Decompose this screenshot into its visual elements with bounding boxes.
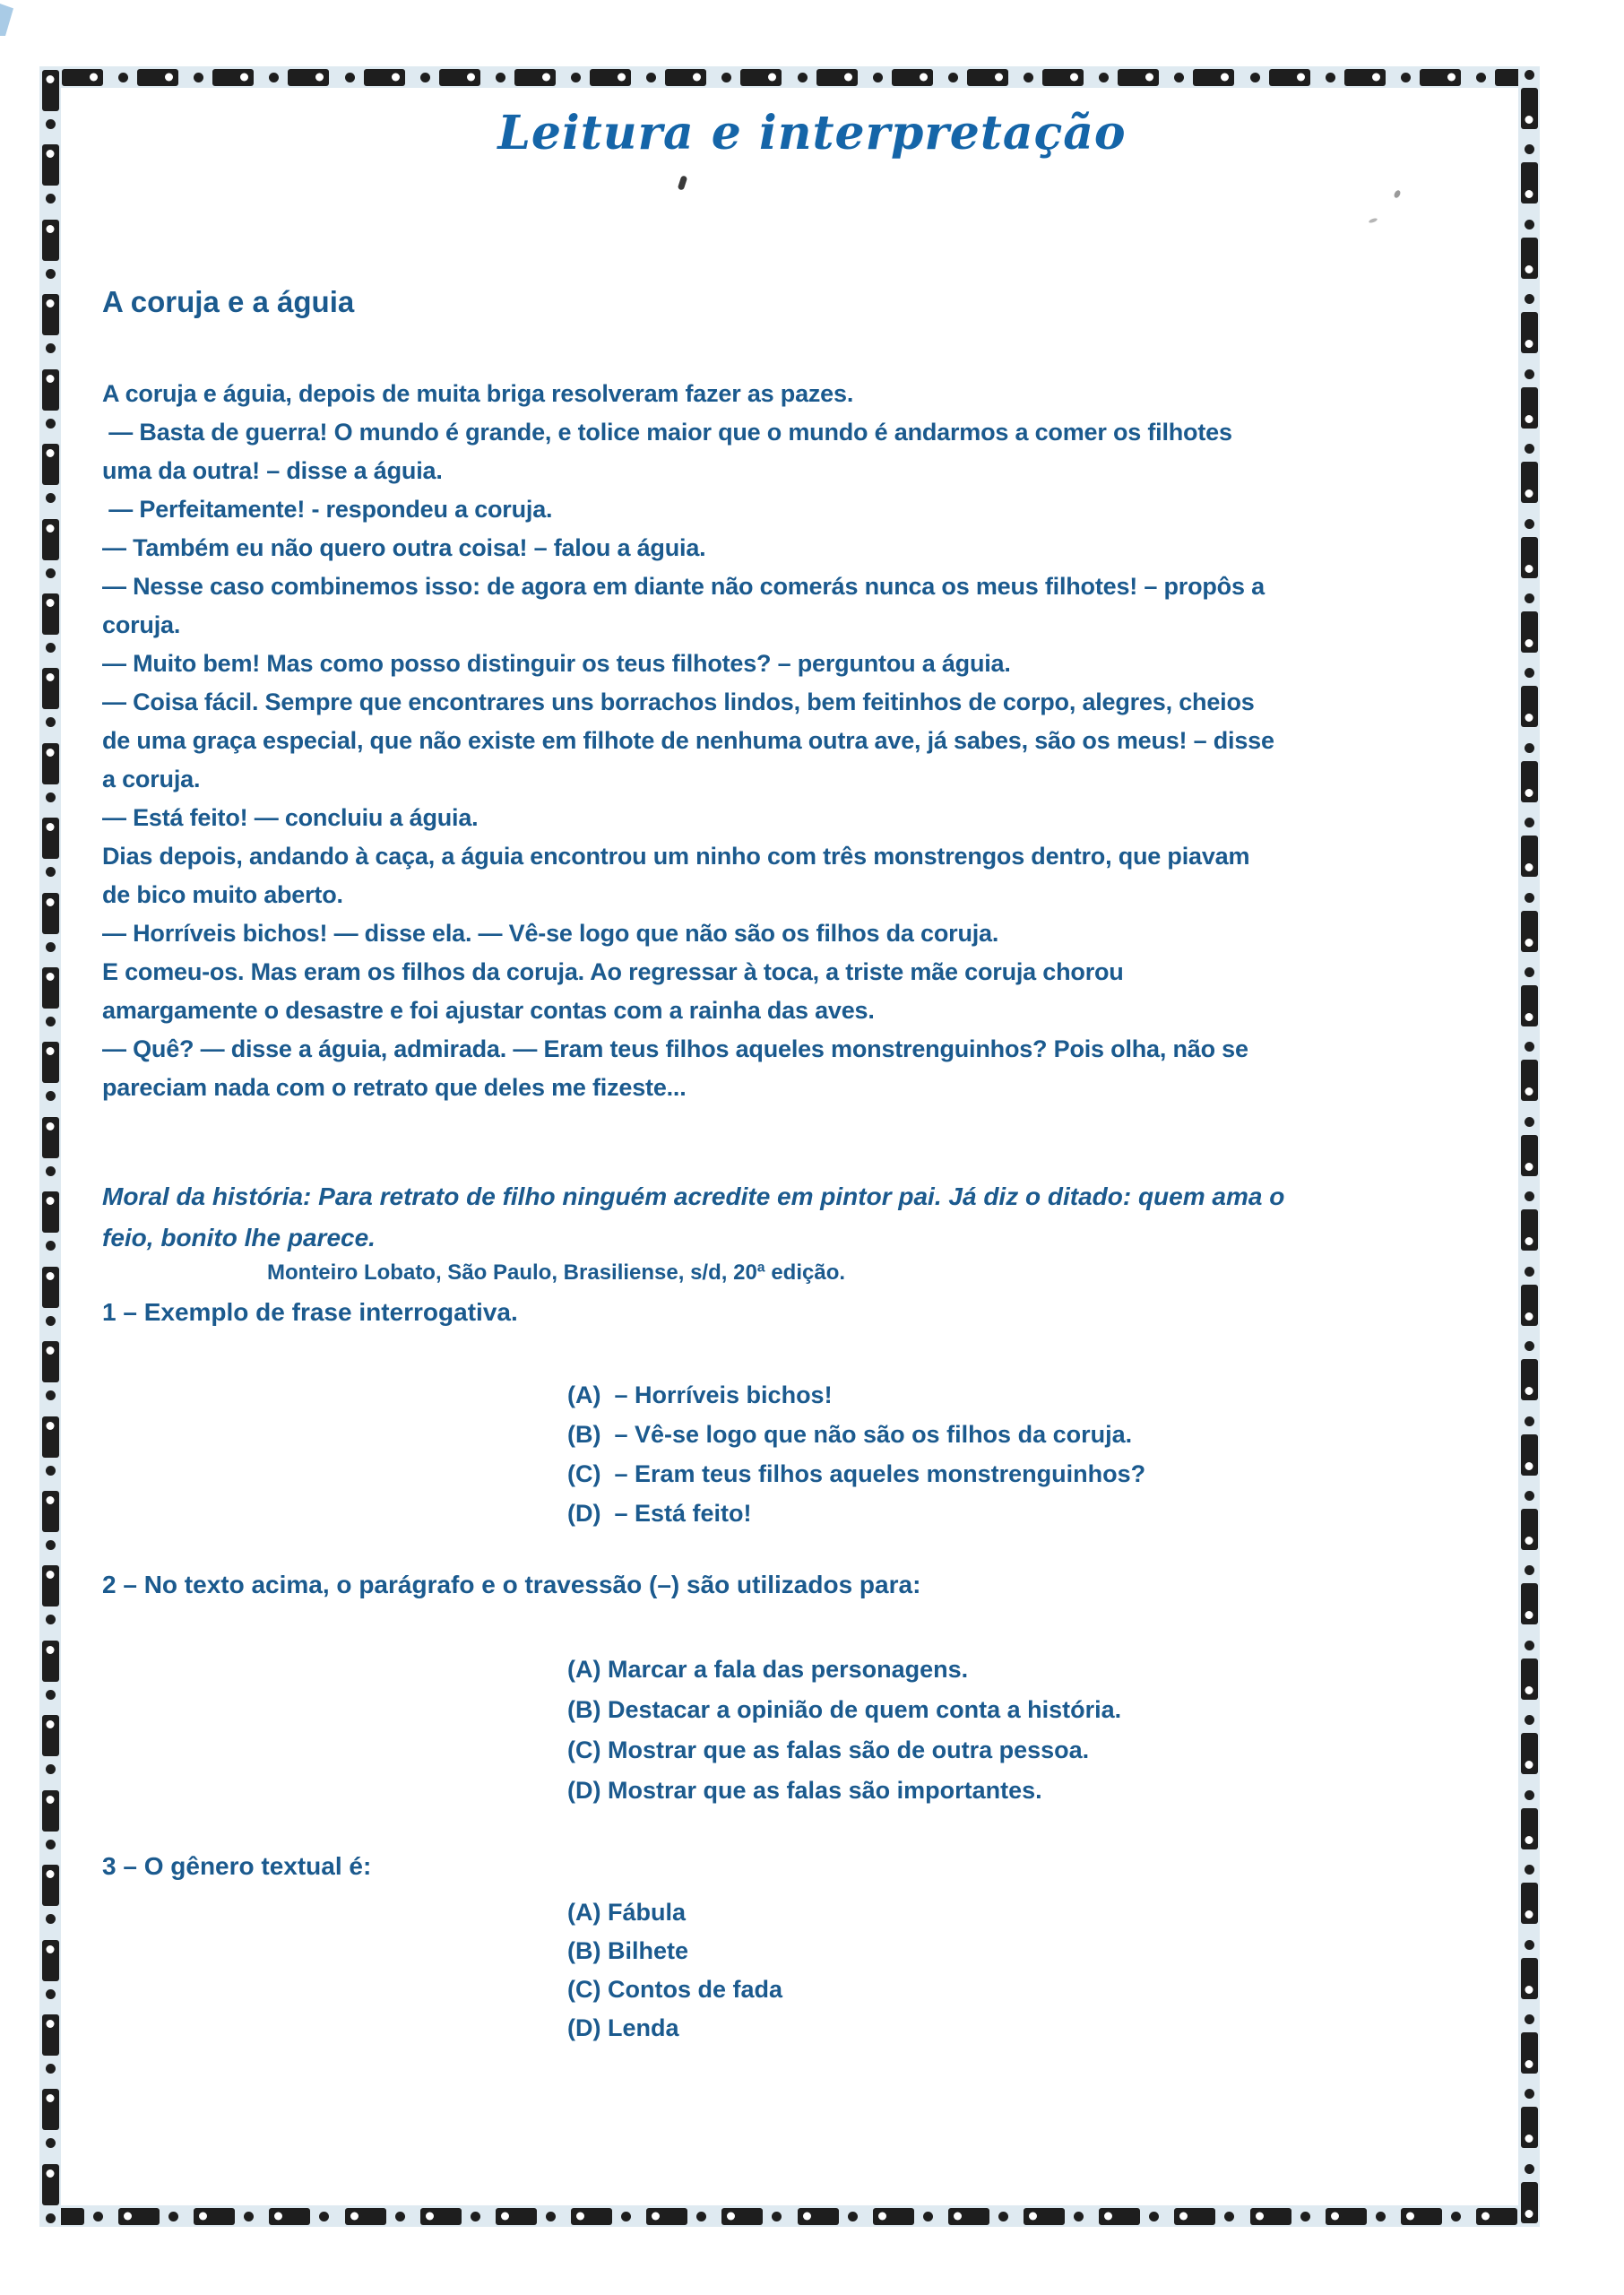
- story-line: a coruja.: [102, 766, 201, 792]
- border-segment: [42, 593, 59, 653]
- border-segment: [345, 2208, 405, 2225]
- border-bottom: [39, 2205, 1540, 2227]
- worksheet-title: Leitura e interpretação: [497, 106, 1127, 160]
- border-segment: [269, 2208, 329, 2225]
- border-top: [39, 66, 1540, 88]
- question-1-options: [567, 1375, 1145, 1533]
- border-segment: [420, 2208, 480, 2225]
- answer-option: (B) Destacar a opinião de quem conta a história.: [567, 1696, 1122, 1723]
- border-segment: [798, 69, 858, 86]
- border-segment: [1521, 1865, 1538, 1924]
- answer-option: (D) Mostrar que as falas são importantes.: [567, 1777, 1042, 1804]
- pen-tick-artifact: [678, 175, 688, 190]
- border-segment: [1521, 743, 1538, 802]
- answer-option: (A) – Horríveis bichos!: [567, 1381, 833, 1408]
- border-segment: [194, 2208, 254, 2225]
- story-line: — Também eu não quero outra coisa! – falou a águia.: [102, 534, 706, 561]
- border-segment: [42, 1191, 59, 1251]
- story-line: — Muito bem! Mas como posso distinguir os teus filhotes? – perguntou a águia.: [102, 650, 1011, 677]
- border-segment: [1521, 1641, 1538, 1700]
- story-line: — Perfeitamente! - respondeu a coruja.: [102, 496, 553, 523]
- border-segment: [1326, 2208, 1386, 2225]
- answer-option: (C) Contos de fada: [567, 1976, 782, 2003]
- border-segment: [1174, 2208, 1234, 2225]
- border-segment: [42, 1341, 59, 1400]
- border-segment: [42, 1267, 59, 1326]
- story-line: de uma graça especial, que não existe em filhote de nenhuma outra ave, já sabes, são os meus! – disse: [102, 727, 1274, 754]
- border-segment: [42, 1042, 59, 1101]
- scan-corner-artifact: [0, 4, 13, 36]
- border-segment: [42, 967, 59, 1026]
- border-segment: [42, 668, 59, 727]
- border-segment: [42, 1416, 59, 1476]
- border-segment: [1024, 69, 1084, 86]
- story-heading: A coruja e a águia: [102, 285, 355, 318]
- border-segment: [646, 2208, 706, 2225]
- border-segment: [1401, 69, 1461, 86]
- story-line: — Está feito! — concluiu a águia.: [102, 804, 479, 831]
- story-line: — Horríveis bichos! — disse ela. — Vê-se logo que não são os filhos da coruja.: [102, 920, 999, 947]
- border-segment: [420, 69, 480, 86]
- border-segment: [42, 519, 59, 578]
- border-segment: [1250, 69, 1310, 86]
- border-segment: [1521, 1940, 1538, 1999]
- scan-speck: [1369, 217, 1378, 223]
- question-3-options: [567, 1893, 782, 2048]
- answer-option: (A) Fábula: [567, 1899, 686, 1926]
- question-1: 1 – Exemplo de frase interrogativa.: [102, 1298, 518, 1326]
- moral-text: [102, 1176, 1284, 1259]
- border-segment: [42, 444, 59, 503]
- border-segment: [42, 1491, 59, 1550]
- answer-option: (D) – Está feito!: [567, 1500, 752, 1527]
- border-segment: [118, 69, 178, 86]
- border-segment: [1521, 1341, 1538, 1400]
- border-segment: [948, 2208, 1008, 2225]
- border-segment: [798, 2208, 858, 2225]
- story-line: — Nesse caso combinemos isso: de agora em diante não comerás nunca os meus filhotes! – propôs a: [102, 573, 1265, 600]
- border-segment: [873, 69, 933, 86]
- answer-option: (B) – Vê-se logo que não são os filhos da coruja.: [567, 1421, 1133, 1448]
- border-segment: [646, 69, 706, 86]
- border-segment: [1521, 1191, 1538, 1251]
- border-segment: [721, 69, 782, 86]
- border-segment: [42, 743, 59, 802]
- story-text: [102, 375, 1274, 1107]
- border-segment: [42, 294, 59, 353]
- border-segment: [1521, 1416, 1538, 1476]
- border-segment: [1521, 444, 1538, 503]
- border-left: [39, 66, 61, 2227]
- attribution: Monteiro Lobato, São Paulo, Brasiliense, s/d, 20ª edição.: [267, 1260, 846, 1285]
- border-segment: [1521, 369, 1538, 429]
- question-2: 2 – No texto acima, o parágrafo e o travessão (–) são utilizados para:: [102, 1571, 921, 1598]
- border-segment: [1521, 2014, 1538, 2074]
- border-segment: [1476, 69, 1536, 86]
- border-segment: [1521, 593, 1538, 653]
- border-segment: [42, 1117, 59, 1176]
- border-segment: [1521, 294, 1538, 353]
- border-segment: [42, 1565, 59, 1624]
- border-segment: [721, 2208, 782, 2225]
- question-2-options: [567, 1650, 1121, 1811]
- border-segment: [1521, 2089, 1538, 2148]
- border-segment: [269, 69, 329, 86]
- story-line: coruja.: [102, 611, 181, 638]
- answer-option: (C) Mostrar que as falas são de outra pessoa.: [567, 1736, 1090, 1763]
- story-line: pareciam nada com o retrato que deles me fizeste...: [102, 1074, 687, 1101]
- border-segment: [1521, 1042, 1538, 1101]
- border-segment: [1521, 1715, 1538, 1774]
- story-line: — Quê? — disse a águia, admirada. — Eram teus filhos aqueles monstrenguinhos? Pois olha, não se: [102, 1035, 1248, 1062]
- answer-option: (A) Marcar a fala das personagens.: [567, 1656, 969, 1683]
- answer-option: (D) Lenda: [567, 2014, 679, 2041]
- border-segment: [1476, 2208, 1536, 2225]
- border-segment: [42, 1790, 59, 1849]
- story-line: A coruja e águia, depois de muita briga resolveram fazer as pazes.: [102, 380, 854, 407]
- border-segment: [1521, 1790, 1538, 1849]
- border-segment: [496, 69, 556, 86]
- border-segment: [948, 69, 1008, 86]
- border-segment: [42, 893, 59, 952]
- border-segment: [42, 2164, 59, 2223]
- story-line: uma da outra! – disse a águia.: [102, 457, 443, 484]
- border-segment: [1099, 2208, 1159, 2225]
- border-segment: [571, 2208, 631, 2225]
- border-segment: [873, 2208, 933, 2225]
- border-segment: [42, 220, 59, 279]
- border-segment: [496, 2208, 556, 2225]
- story-line: — Basta de guerra! O mundo é grande, e tolice maior que o mundo é andarmos a comer os filhotes: [102, 419, 1232, 446]
- story-line: amargamente o desastre e foi ajustar contas com a rainha das aves.: [102, 997, 875, 1024]
- border-segment: [1521, 1565, 1538, 1624]
- border-segment: [571, 69, 631, 86]
- answer-option: (B) Bilhete: [567, 1937, 688, 1964]
- border-segment: [1521, 519, 1538, 578]
- border-segment: [194, 69, 254, 86]
- moral-line: Moral da história: Para retrato de filho ninguém acredite em pintor pai. Já diz o ditado: quem ama o: [102, 1182, 1285, 1210]
- border-segment: [1250, 2208, 1310, 2225]
- border-segment: [42, 369, 59, 429]
- border-segment: [42, 818, 59, 877]
- border-segment: [1521, 1491, 1538, 1550]
- border-segment: [1099, 69, 1159, 86]
- border-segment: [1401, 2208, 1461, 2225]
- border-segment: [42, 2014, 59, 2074]
- story-line: Dias depois, andando à caça, a águia encontrou um ninho com três monstrengos dentro, que piavam: [102, 843, 1250, 870]
- border-segment: [1521, 1267, 1538, 1326]
- border-segment: [1174, 69, 1234, 86]
- story-line: — Coisa fácil. Sempre que encontrares uns borrachos lindos, bem feitinhos de corpo, alegres, cheios: [102, 688, 1255, 715]
- border-segment: [42, 1641, 59, 1700]
- border-segment: [1521, 818, 1538, 877]
- border-segment: [345, 69, 405, 86]
- border-segment: [1521, 893, 1538, 952]
- border-segment: [1521, 220, 1538, 279]
- question-3: 3 – O gênero textual é:: [102, 1852, 372, 1880]
- border-segment: [43, 2208, 103, 2225]
- border-segment: [1521, 2164, 1538, 2223]
- border-segment: [1024, 2208, 1084, 2225]
- scan-speck: [1393, 189, 1402, 199]
- border-segment: [1521, 1117, 1538, 1176]
- moral-line: feio, bonito lhe parece.: [102, 1224, 376, 1251]
- answer-option: (C) – Eram teus filhos aqueles monstrenguinhos?: [567, 1460, 1146, 1487]
- border-segment: [1521, 967, 1538, 1026]
- border-segment: [42, 1715, 59, 1774]
- story-line: de bico muito aberto.: [102, 881, 343, 908]
- border-segment: [42, 1865, 59, 1924]
- border-segment: [42, 1940, 59, 1999]
- border-segment: [43, 69, 103, 86]
- border-segment: [42, 2089, 59, 2148]
- border-segment: [1521, 668, 1538, 727]
- border-segment: [1326, 69, 1386, 86]
- border-segment: [118, 2208, 178, 2225]
- border-right: [1518, 66, 1540, 2227]
- story-line: E comeu-os. Mas eram os filhos da coruja. Ao regressar à toca, a triste mãe coruja chorou: [102, 958, 1124, 985]
